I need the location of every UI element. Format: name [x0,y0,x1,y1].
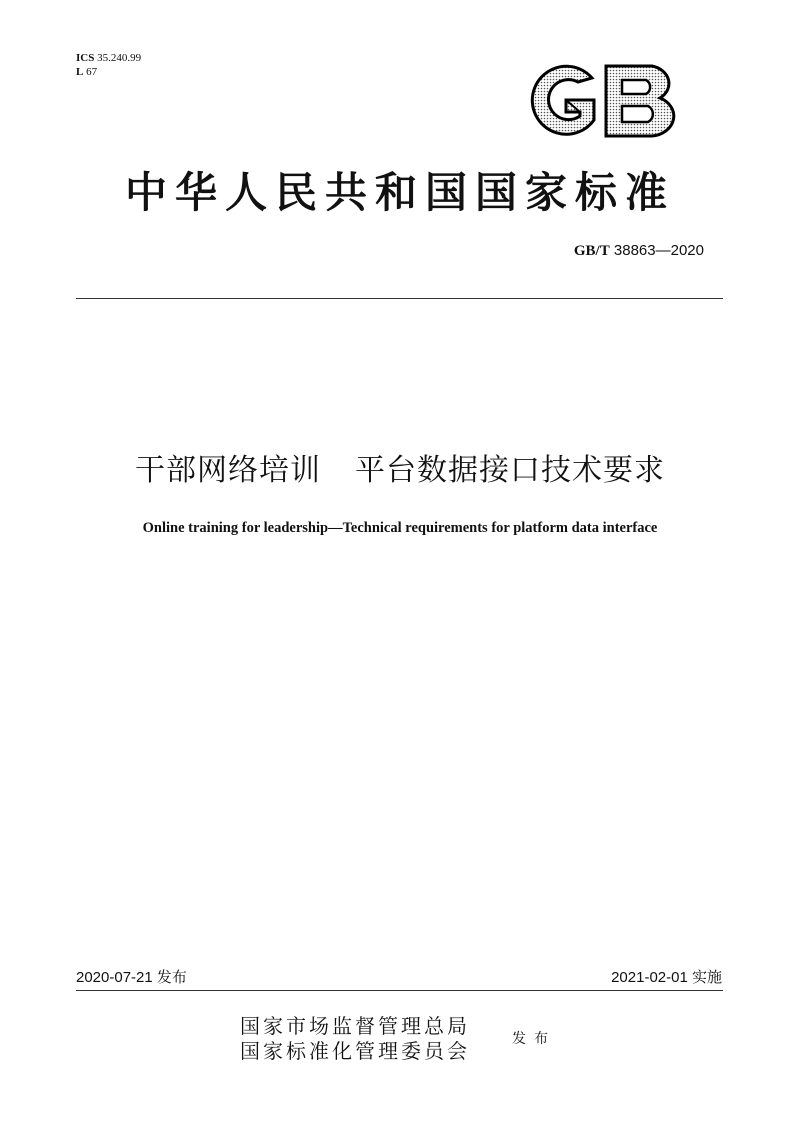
footer-divider [76,990,723,991]
standard-number: GB/T 38863—2020 [573,242,704,259]
ics-code: ICS 35.240.99 [76,52,142,64]
standard-title-en: Online training for leadership—Technical requirements for platform data interface [142,520,658,536]
national-standard-title: 中华人民共和国国家标准 [124,168,675,217]
implement-date: 2021-02-01 实施 [611,969,722,986]
gb-standard-logo [522,60,682,142]
issuing-authorities [240,1014,470,1064]
header-divider [76,298,723,299]
issue-label: 发布 [512,1031,556,1047]
standard-title-cn: 干部网络培训 平台数据接口技术要求 [135,453,665,488]
ccs-code: L 67 [76,66,98,78]
issuer-sac: 国家标准化管理委员会 [240,1039,470,1063]
issuer-samr: 国家市场监督管理总局 [240,1014,470,1038]
issue-date: 2020-07-21 发布 [76,969,187,986]
classification-codes [76,51,141,79]
